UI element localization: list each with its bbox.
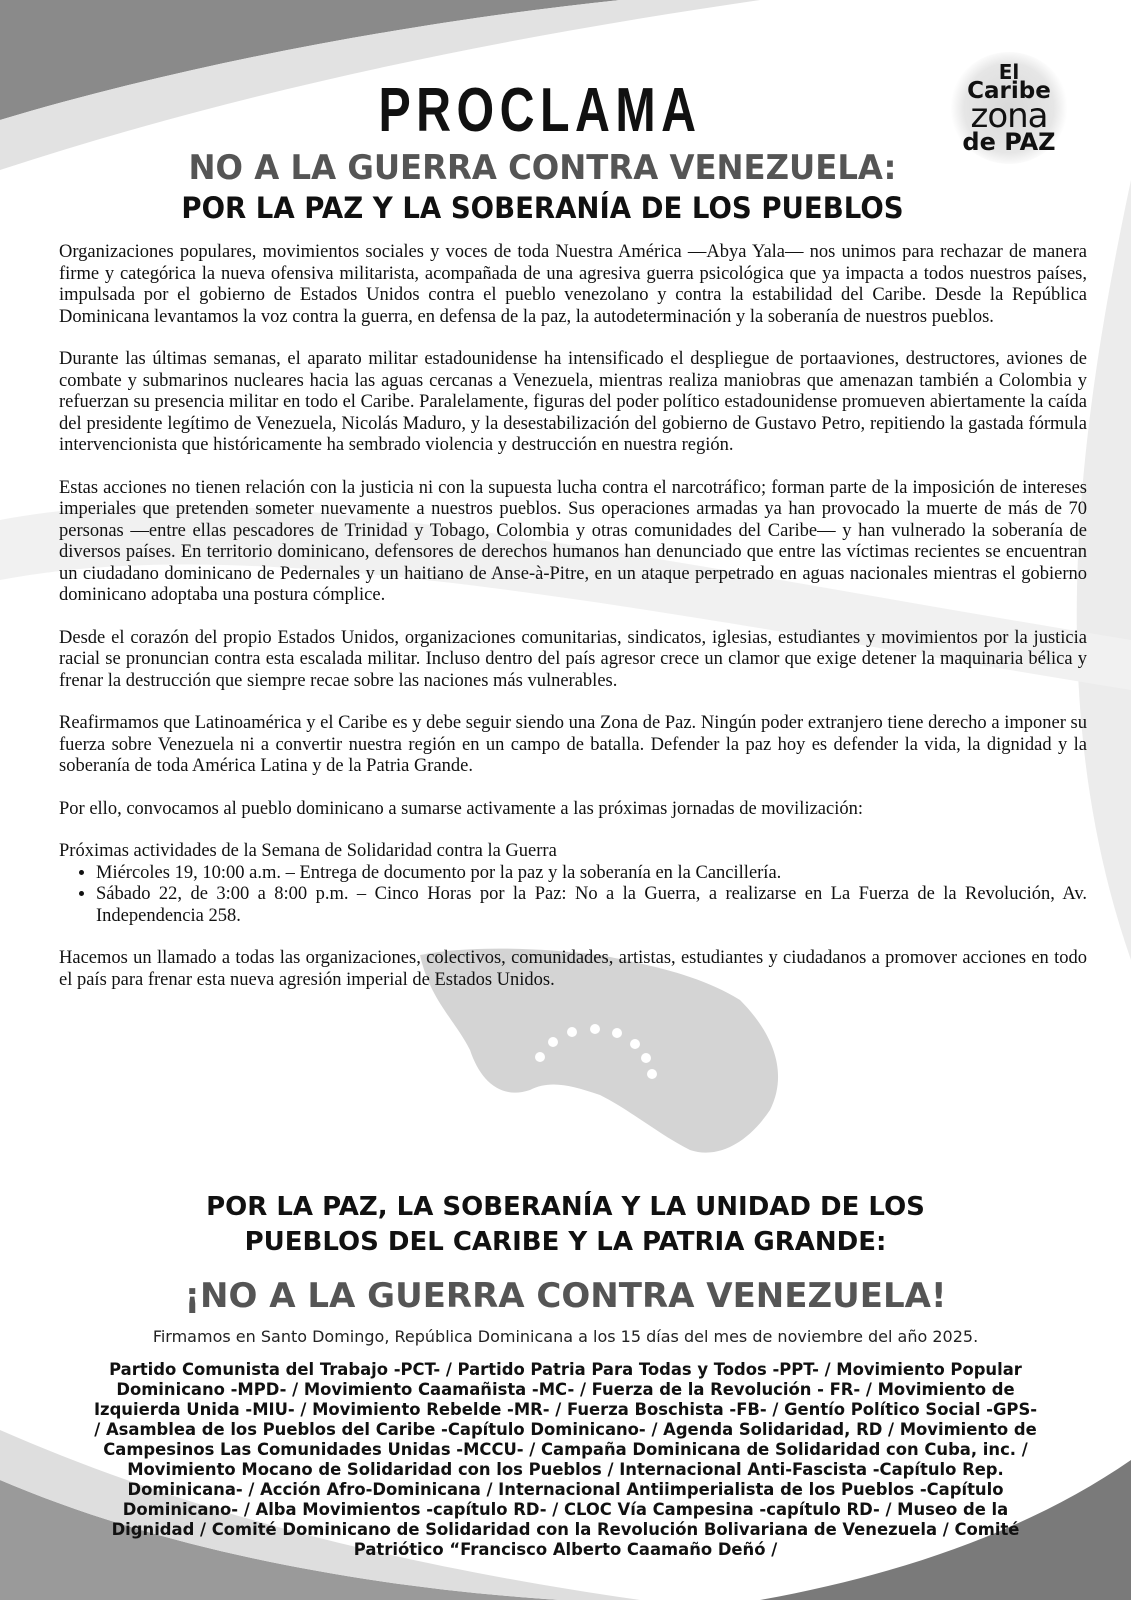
- paragraph-3: Estas acciones no tienen relación con la justicia ni con la supuesta lucha contra el narcotráfico; forman parte de la imposición de intereses imperiales que pretenden someter nuevamente a nuestros pueblos. Sus operaciones armadas ya han provocado la muerte de más de 70 personas —entre ellas pescadores de Trinidad y Tobago, Colombia y otras comunidades del Caribe— y han vulnerado la soberanía de diversos países. En territorio dominicano, defensores de derechos humanos han denunciado que entre las víctimas recientes se encuentran un ciudadano dominicano de Pedernales y un haitiano de Anse-à-Pitre, en un ataque perpetrado en aguas nacionales mientras el gobierno dominicano adoptaba una postura cómplice.: [59, 477, 1087, 605]
- paragraph-4: Desde el corazón del propio Estados Unidos, organizaciones comunitarias, sindicatos, iglesias, estudiantes y movimientos por la justicia racial se pronuncian contra esta escalada militar. Incluso dentro del país agresor crece un clamor que exige detener la maquinaria bélica y frenar la destrucción que siempre recae sobre las naciones más vulnerables.: [59, 627, 1087, 691]
- closing-statement: [0, 1190, 1131, 1260]
- logo-line-de-paz: de PAZ: [962, 128, 1056, 156]
- activity-item: • Miércoles 19, 10:00 a.m. – Entrega de documento por la paz y la soberanía en la Cancillería.: [96, 863, 1087, 885]
- signing-organizations: Partido Comunista del Trabajo -PCT- / Partido Patria Para Todas y Todos -PPT- / Movimiento Popular Dominicano -MPD- / Movimiento Caamañista -MC- / Fuerza de la Revolución - FR- / Movimiento de Izquierda Unida -MIU- / Movimiento Rebelde -MR- / Fuerza Boschista -FB- / Gentío Político Social -GPS- / Asamblea de los Pueblos del Caribe -Capítulo Dominicano- / Agenda Solidaridad, RD / Movimiento de Campesinos Las Comunidades Unidas -MCCU- / Campaña Dominicana de Solidaridad con Cuba, inc. / Movimiento Mocano de Solidaridad con los Pueblos / Internacional Anti-Fascista -Capítulo Rep. Dominicana- / Acción Afro-Dominicana / Internacional Antiimperialista de los Pueblos -Capítulo Dominicano- / Alba Movimientos -capítulo RD- / CLOC Vía Campesina -capítulo RD- / Museo de la Dignidad / Comité Dominicano de Solidaridad con la Revolución Bolivariana de Venezuela / Comité Patriótico “Francisco Alberto Caamaño Deñó /: [93, 1360, 1038, 1559]
- paragraph-1: Organizaciones populares, movimientos sociales y voces de toda Nuestra América —Abya Yala— nos unimos para rechazar de manera firme y categórica la nueva ofensiva militarista, acompañada de una agresiva guerra psicológica que ya impacta a todos nuestros países, impulsada por el gobierno de Estados Unidos contra el pueblo venezolano y contra la estabilidad del Caribe. Desde la República Dominicana levantamos la voz contra la guerra, en defensa de la paz, la autodeterminación y la soberanía de nuestros pueblos.: [59, 242, 1087, 327]
- call-to-action-paragraph: Hacemos un llamado a todas las organizaciones, colectivos, comunidades, artistas, estudiantes y ciudadanos a promover acciones en todo el país para frenar esta nueva agresión imperial de Estados Unidos.: [59, 948, 1087, 990]
- signature-date-line: Firmamos en Santo Domingo, República Dominicana a los 15 días del mes de noviembre del año 2025.: [152, 1327, 979, 1346]
- document-title: PROCLAMA: [378, 76, 702, 145]
- proclamation-body: [59, 242, 1087, 1012]
- logo-line-zona: zona: [970, 96, 1048, 136]
- paragraph-5: Reafirmamos que Latinoamérica y el Caribe es y debe seguir siendo una Zona de Paz. Ningún poder extranjero tiene derecho a imponer su fuerza sobre Venezuela ni a convertir nuestra región en un campo de batalla. Defender la paz hoy es defender la vida, la dignidad y la soberanía de toda América Latina y de la Patria Grande.: [59, 713, 1087, 776]
- closing-slogan: ¡NO A LA GUERRA CONTRA VENEZUELA!: [184, 1276, 947, 1316]
- closing-line-2: PUEBLOS DEL CARIBE Y LA PATRIA GRANDE:: [244, 1227, 887, 1257]
- closing-line-1: POR LA PAZ, LA SOBERANÍA Y LA UNIDAD DE LOS: [206, 1192, 925, 1222]
- logo-line-caribe: Caribe: [967, 78, 1051, 104]
- logo-line-el: El: [998, 60, 1020, 84]
- subtitle-main: NO A LA GUERRA CONTRA VENEZUELA:: [188, 148, 897, 188]
- activities-heading: Próximas actividades de la Semana de Solidaridad contra la Guerra: [59, 841, 557, 861]
- activities-list: [59, 863, 1087, 928]
- subtitle-secondary: POR LA PAZ Y LA SOBERANÍA DE LOS PUEBLOS: [181, 191, 904, 225]
- activity-item: • Sábado 22, de 3:00 a 8:00 p.m. – Cinco Horas por la Paz: No a la Guerra, a realizarse en La Fuerza de la Revolución, Av. Independencia 258.: [96, 884, 1087, 927]
- paragraph-2: Durante las últimas semanas, el aparato militar estadounidense ha intensificado el despliegue de portaaviones, destructores, aviones de combate y submarinos nucleares hacia las aguas cercanas a Venezuela, mientras realiza maniobras que amenazan también a Colombia y refuerzan su presencia militar en todo el Caribe. Paralelamente, figuras del poder político estadounidense promueven abiertamente la caída del presidente legítimo de Venezuela, Nicolás Maduro, y la desestabilización del gobierno de Gustavo Petro, repitiendo la gastada fórmula intervencionista que históricamente ha sembrado violencia y destrucción en nuestra región.: [59, 349, 1087, 455]
- paragraph-6: Por ello, convocamos al pueblo dominicano a sumarse activamente a las próximas jornadas de movilización:: [59, 798, 864, 819]
